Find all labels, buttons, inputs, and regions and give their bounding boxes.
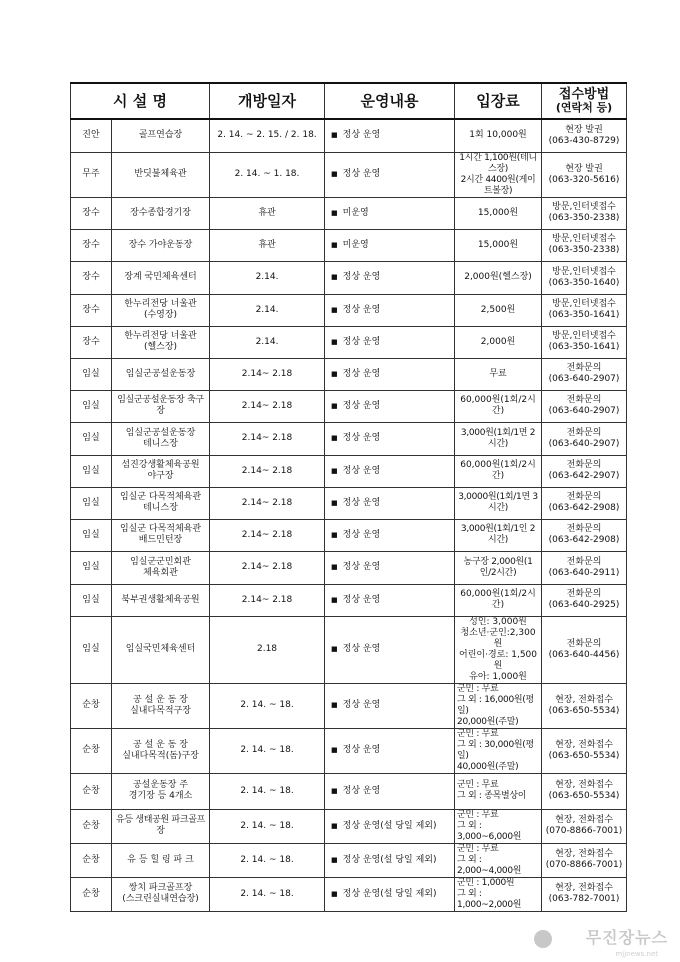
facility-name-cell: 공설운동장 주 경기장 등 4개소 <box>112 773 210 809</box>
operation-text: 정상 운영 <box>342 785 381 796</box>
facility-name-cell: 임실군공설운동장 축구장 <box>112 390 210 422</box>
facility-table <box>70 82 627 912</box>
open-date-cell: 2.14~ 2.18 <box>210 519 325 551</box>
table-row <box>71 551 627 584</box>
open-date-cell: 2.14. <box>210 261 325 294</box>
operation-text: 정상 운영 <box>342 336 381 347</box>
bullet-icon: ■ <box>331 337 338 346</box>
facility-name-cell: 유 등 힐 링 파 크 <box>112 843 210 877</box>
operation-text: 정상 운영(설 당일 제외) <box>342 854 437 865</box>
operation-cell <box>325 809 455 843</box>
fee-cell: 군민 : 무료 그 외 : 2,000~4,000원 <box>455 843 542 877</box>
operation-cell <box>325 616 455 683</box>
watermark-logo-icon <box>534 930 552 948</box>
operation-text: 정상 운영 <box>342 745 381 755</box>
fee-cell: 3,000원(1회/1인 2시간) <box>455 519 542 551</box>
operation-text: 정상 운영 <box>342 368 381 379</box>
fee-cell: 1시간 1,100원(테니스장) 2시간 4400원(게이트볼장) <box>455 152 542 197</box>
table-row <box>71 584 627 616</box>
region-cell: 장수 <box>71 229 112 261</box>
open-date-cell: 2.14~ 2.18 <box>210 455 325 487</box>
operation-cell <box>325 119 455 152</box>
table-row <box>71 877 627 911</box>
fee-cell: 군민 : 무료 그 외 : 3,000~6,000원 <box>455 809 542 843</box>
bullet-icon: ■ <box>331 530 338 539</box>
operation-text: 정상 운영 <box>342 594 381 605</box>
region-cell: 임실 <box>71 390 112 422</box>
bullet-icon: ■ <box>331 889 338 898</box>
contact-cell: 현장, 전화접수 (070-8866-7001) <box>542 843 627 877</box>
facility-name-cell: 임실국민체육센터 <box>112 616 210 683</box>
facility-name-cell: 공 설 운 동 장 실내다목적(돔)구장 <box>112 728 210 773</box>
region-cell: 순창 <box>71 877 112 911</box>
table-row <box>71 119 627 152</box>
facility-name-cell: 유등 생태공원 파크골프장 <box>112 809 210 843</box>
facility-name-cell: 장수 가야운동장 <box>112 229 210 261</box>
table-row <box>71 229 627 261</box>
contact-cell: 방문,인터넷접수 (063-350-1640) <box>542 261 627 294</box>
open-date-cell: 2.14~ 2.18 <box>210 390 325 422</box>
open-date-cell: 2.14~ 2.18 <box>210 487 325 519</box>
fee-cell: 3,0000원(1회/1면 3시간) <box>455 487 542 519</box>
contact-cell: 현장, 전화접수 (070-8866-7001) <box>542 809 627 843</box>
open-date-cell: 2. 14. ~ 18. <box>210 773 325 809</box>
fee-cell: 60,000원(1회/2시간) <box>455 584 542 616</box>
open-date-cell: 2. 14. ~ 2. 15. / 2. 18. <box>210 119 325 152</box>
table-row <box>71 455 627 487</box>
fee-cell: 군민 : 1,000원 그 외 : 1,000~2,000원 <box>455 877 542 911</box>
operation-text: 정상 운영 <box>342 700 381 710</box>
header-facility: 시 설 명 <box>71 83 210 119</box>
table-row <box>71 261 627 294</box>
header-contact-line2: (연락처 등) <box>555 101 613 114</box>
table-row <box>71 809 627 843</box>
table-row <box>71 728 627 773</box>
contact-cell: 현장, 전화접수 (063-650-5534) <box>542 683 627 728</box>
table-row <box>71 358 627 390</box>
contact-cell: 방문,인터넷접수 (063-350-1641) <box>542 294 627 326</box>
region-cell: 순창 <box>71 843 112 877</box>
header-contact-line1: 접수방법 <box>558 87 610 102</box>
facility-name-cell: 공 설 운 동 장 실내다목적구장 <box>112 683 210 728</box>
fee-cell: 무료 <box>455 358 542 390</box>
bullet-icon: ■ <box>331 170 338 178</box>
fee-cell: 농구장 2,000원(1인/2시간) <box>455 551 542 584</box>
fee-cell: 15,000원 <box>455 197 542 229</box>
operation-text: 정상 운영 <box>342 169 381 179</box>
facility-name-cell: 임실군공설운동장 <box>112 358 210 390</box>
operation-text: 정상 운영(설 당일 제외) <box>342 820 437 831</box>
facility-name-cell: 장계 국민체육센터 <box>112 261 210 294</box>
contact-cell: 방문,인터넷접수 (063-350-1641) <box>542 326 627 358</box>
contact-cell: 전화문의 (063-642-2908) <box>542 519 627 551</box>
table-row <box>71 683 627 728</box>
region-cell: 순창 <box>71 728 112 773</box>
table-row <box>71 294 627 326</box>
operation-cell <box>325 152 455 197</box>
operation-cell <box>325 519 455 551</box>
region-cell: 임실 <box>71 519 112 551</box>
operation-cell <box>325 294 455 326</box>
facility-name-cell: 임실군 다목적체육관 배드민턴장 <box>112 519 210 551</box>
table-row <box>71 152 627 197</box>
operation-cell <box>325 422 455 455</box>
bullet-icon: ■ <box>331 786 338 795</box>
region-cell: 순창 <box>71 683 112 728</box>
fee-cell: 2,000원 <box>455 326 542 358</box>
header-fee: 입장료 <box>455 83 542 119</box>
contact-cell: 현장, 전화접수 (063-650-5534) <box>542 728 627 773</box>
contact-cell: 현장, 전화접수 (063-782-7001) <box>542 877 627 911</box>
contact-cell: 전화문의 (063-640-2907) <box>542 390 627 422</box>
open-date-cell: 2. 14. ~ 1. 18. <box>210 152 325 197</box>
bullet-icon: ■ <box>331 498 338 507</box>
bullet-icon: ■ <box>331 273 338 281</box>
operation-text: 정상 운영 <box>342 562 381 572</box>
contact-cell: 현장, 전화접수 (063-650-5534) <box>542 773 627 809</box>
open-date-cell: 2. 14. ~ 18. <box>210 809 325 843</box>
operation-cell <box>325 455 455 487</box>
table-row <box>71 616 627 683</box>
watermark-text: 무진장뉴스 <box>585 928 668 947</box>
operation-cell <box>325 229 455 261</box>
region-cell: 임실 <box>71 551 112 584</box>
operation-cell <box>325 877 455 911</box>
bullet-icon: ■ <box>331 208 338 217</box>
bullet-icon: ■ <box>331 466 338 475</box>
open-date-cell: 2. 14. ~ 18. <box>210 683 325 728</box>
bullet-icon: ■ <box>331 563 338 571</box>
region-cell: 진안 <box>71 119 112 152</box>
contact-cell: 방문,인터넷접수 (063-350-2338) <box>542 197 627 229</box>
operation-text: 미운영 <box>342 239 369 250</box>
operation-cell <box>325 487 455 519</box>
operation-text: 정상 운영 <box>342 304 381 315</box>
table-row <box>71 487 627 519</box>
table-row <box>71 773 627 809</box>
contact-cell: 전화문의 (063-642-2908) <box>542 487 627 519</box>
fee-cell: 15,000원 <box>455 229 542 261</box>
bullet-icon: ■ <box>331 131 338 140</box>
fee-cell: 2,500원 <box>455 294 542 326</box>
open-date-cell: 2.14~ 2.18 <box>210 422 325 455</box>
facility-name-cell: 골프연습장 <box>112 119 210 152</box>
region-cell: 순창 <box>71 809 112 843</box>
region-cell: 장수 <box>71 326 112 358</box>
region-cell: 무주 <box>71 152 112 197</box>
operation-cell <box>325 728 455 773</box>
bullet-icon: ■ <box>331 369 338 378</box>
facility-name-cell: 장수종합경기장 <box>112 197 210 229</box>
region-cell: 임실 <box>71 616 112 683</box>
bullet-icon: ■ <box>331 746 338 754</box>
facility-name-cell: 한누리전당 너울관 (수영장) <box>112 294 210 326</box>
region-cell: 임실 <box>71 584 112 616</box>
open-date-cell: 2.14. <box>210 326 325 358</box>
region-cell: 장수 <box>71 294 112 326</box>
table-row <box>71 519 627 551</box>
operation-cell <box>325 683 455 728</box>
operation-cell <box>325 261 455 294</box>
open-date-cell: 휴관 <box>210 197 325 229</box>
table-row <box>71 422 627 455</box>
open-date-cell: 2. 14. ~ 18. <box>210 728 325 773</box>
operation-text: 정상 운영(설 당일 제외) <box>342 888 437 899</box>
bullet-icon: ■ <box>331 305 338 314</box>
open-date-cell: 2.14~ 2.18 <box>210 551 325 584</box>
bullet-icon: ■ <box>331 645 338 653</box>
fee-cell: 군민 : 무료 그 외 : 종목별상이 <box>455 773 542 809</box>
contact-cell: 현장 발권 (063-320-5616) <box>542 152 627 197</box>
open-date-cell: 2.14~ 2.18 <box>210 584 325 616</box>
fee-cell: 60,000원(1회/2시간) <box>455 455 542 487</box>
operation-text: 정상 운영 <box>342 644 381 654</box>
table-row <box>71 843 627 877</box>
fee-cell: 1회 10,000원 <box>455 119 542 152</box>
facility-name-cell: 북부권생활체육공원 <box>112 584 210 616</box>
contact-cell: 현장 발권 (063-430-8729) <box>542 119 627 152</box>
contact-cell: 전화문의 (063-640-2925) <box>542 584 627 616</box>
header-open-date: 개방일자 <box>210 83 325 119</box>
contact-cell: 전화문의 (063-640-2911) <box>542 551 627 584</box>
region-cell: 임실 <box>71 422 112 455</box>
bullet-icon: ■ <box>331 434 338 442</box>
operation-text: 정상 운영 <box>342 465 381 476</box>
bullet-icon: ■ <box>331 821 338 830</box>
operation-text: 정상 운영 <box>342 400 381 411</box>
operation-text: 정상 운영 <box>342 433 381 443</box>
contact-cell: 전화문의 (063-642-2907) <box>542 455 627 487</box>
operation-cell <box>325 773 455 809</box>
open-date-cell: 2. 14. ~ 18. <box>210 843 325 877</box>
facility-name-cell: 임실군군민회관 체육회관 <box>112 551 210 584</box>
fee-cell: 군민 : 무료 그 외 : 30,000원(평일) 40,000원(주말) <box>455 728 542 773</box>
contact-cell: 전화문의 (063-640-4456) <box>542 616 627 683</box>
operation-text: 정상 운영 <box>342 130 381 141</box>
facility-name-cell: 섬진강생활체육공원 야구장 <box>112 455 210 487</box>
bullet-icon: ■ <box>331 240 338 249</box>
operation-cell <box>325 551 455 584</box>
open-date-cell: 2.18 <box>210 616 325 683</box>
fee-cell: 성인: 3,000원 청소년·군인:2,300원 어린이·경로: 1,500원 유아: 1,000원 <box>455 616 542 683</box>
open-date-cell: 2. 14. ~ 18. <box>210 877 325 911</box>
operation-cell <box>325 326 455 358</box>
operation-text: 정상 운영 <box>342 497 381 508</box>
region-cell: 순창 <box>71 773 112 809</box>
fee-cell: 2,000원(헬스장) <box>455 261 542 294</box>
table-row <box>71 326 627 358</box>
region-cell: 장수 <box>71 261 112 294</box>
operation-text: 미운영 <box>342 207 369 218</box>
bullet-icon: ■ <box>331 701 338 709</box>
region-cell: 임실 <box>71 487 112 519</box>
watermark-subtext: mjjnews.net <box>615 950 658 958</box>
operation-cell <box>325 197 455 229</box>
table-row <box>71 197 627 229</box>
bullet-icon: ■ <box>331 855 338 864</box>
header-contact <box>542 83 627 119</box>
region-cell: 장수 <box>71 197 112 229</box>
contact-cell: 전화문의 (063-640-2907) <box>542 358 627 390</box>
region-cell: 임실 <box>71 358 112 390</box>
region-cell: 임실 <box>71 455 112 487</box>
operation-text: 정상 운영 <box>342 529 381 540</box>
contact-cell: 방문,인터넷접수 (063-350-2338) <box>542 229 627 261</box>
operation-cell <box>325 358 455 390</box>
operation-text: 정상 운영 <box>342 272 381 282</box>
bullet-icon: ■ <box>331 595 338 604</box>
operation-cell <box>325 584 455 616</box>
header-operation: 운영내용 <box>325 83 455 119</box>
contact-cell: 전화문의 (063-640-2907) <box>542 422 627 455</box>
facility-name-cell: 임실군공설운동장 테니스장 <box>112 422 210 455</box>
open-date-cell: 2.14~ 2.18 <box>210 358 325 390</box>
open-date-cell: 휴관 <box>210 229 325 261</box>
operation-cell <box>325 390 455 422</box>
facility-name-cell: 쌍치 파크골프장 (스크린실내연습장) <box>112 877 210 911</box>
fee-cell: 군민 : 무료 그 외 : 16,000원(평일) 20,000원(주말) <box>455 683 542 728</box>
table-row <box>71 390 627 422</box>
bullet-icon: ■ <box>331 401 338 410</box>
facility-name-cell: 한누리전당 너울관 (헬스장) <box>112 326 210 358</box>
open-date-cell: 2.14. <box>210 294 325 326</box>
fee-cell: 60,000원(1회/2시간) <box>455 390 542 422</box>
facility-name-cell: 임실군 다목적체육관 테니스장 <box>112 487 210 519</box>
table-header-row <box>71 83 627 119</box>
fee-cell: 3,000원(1회/1면 2시간) <box>455 422 542 455</box>
facility-name-cell: 반딧불체육관 <box>112 152 210 197</box>
operation-cell <box>325 843 455 877</box>
